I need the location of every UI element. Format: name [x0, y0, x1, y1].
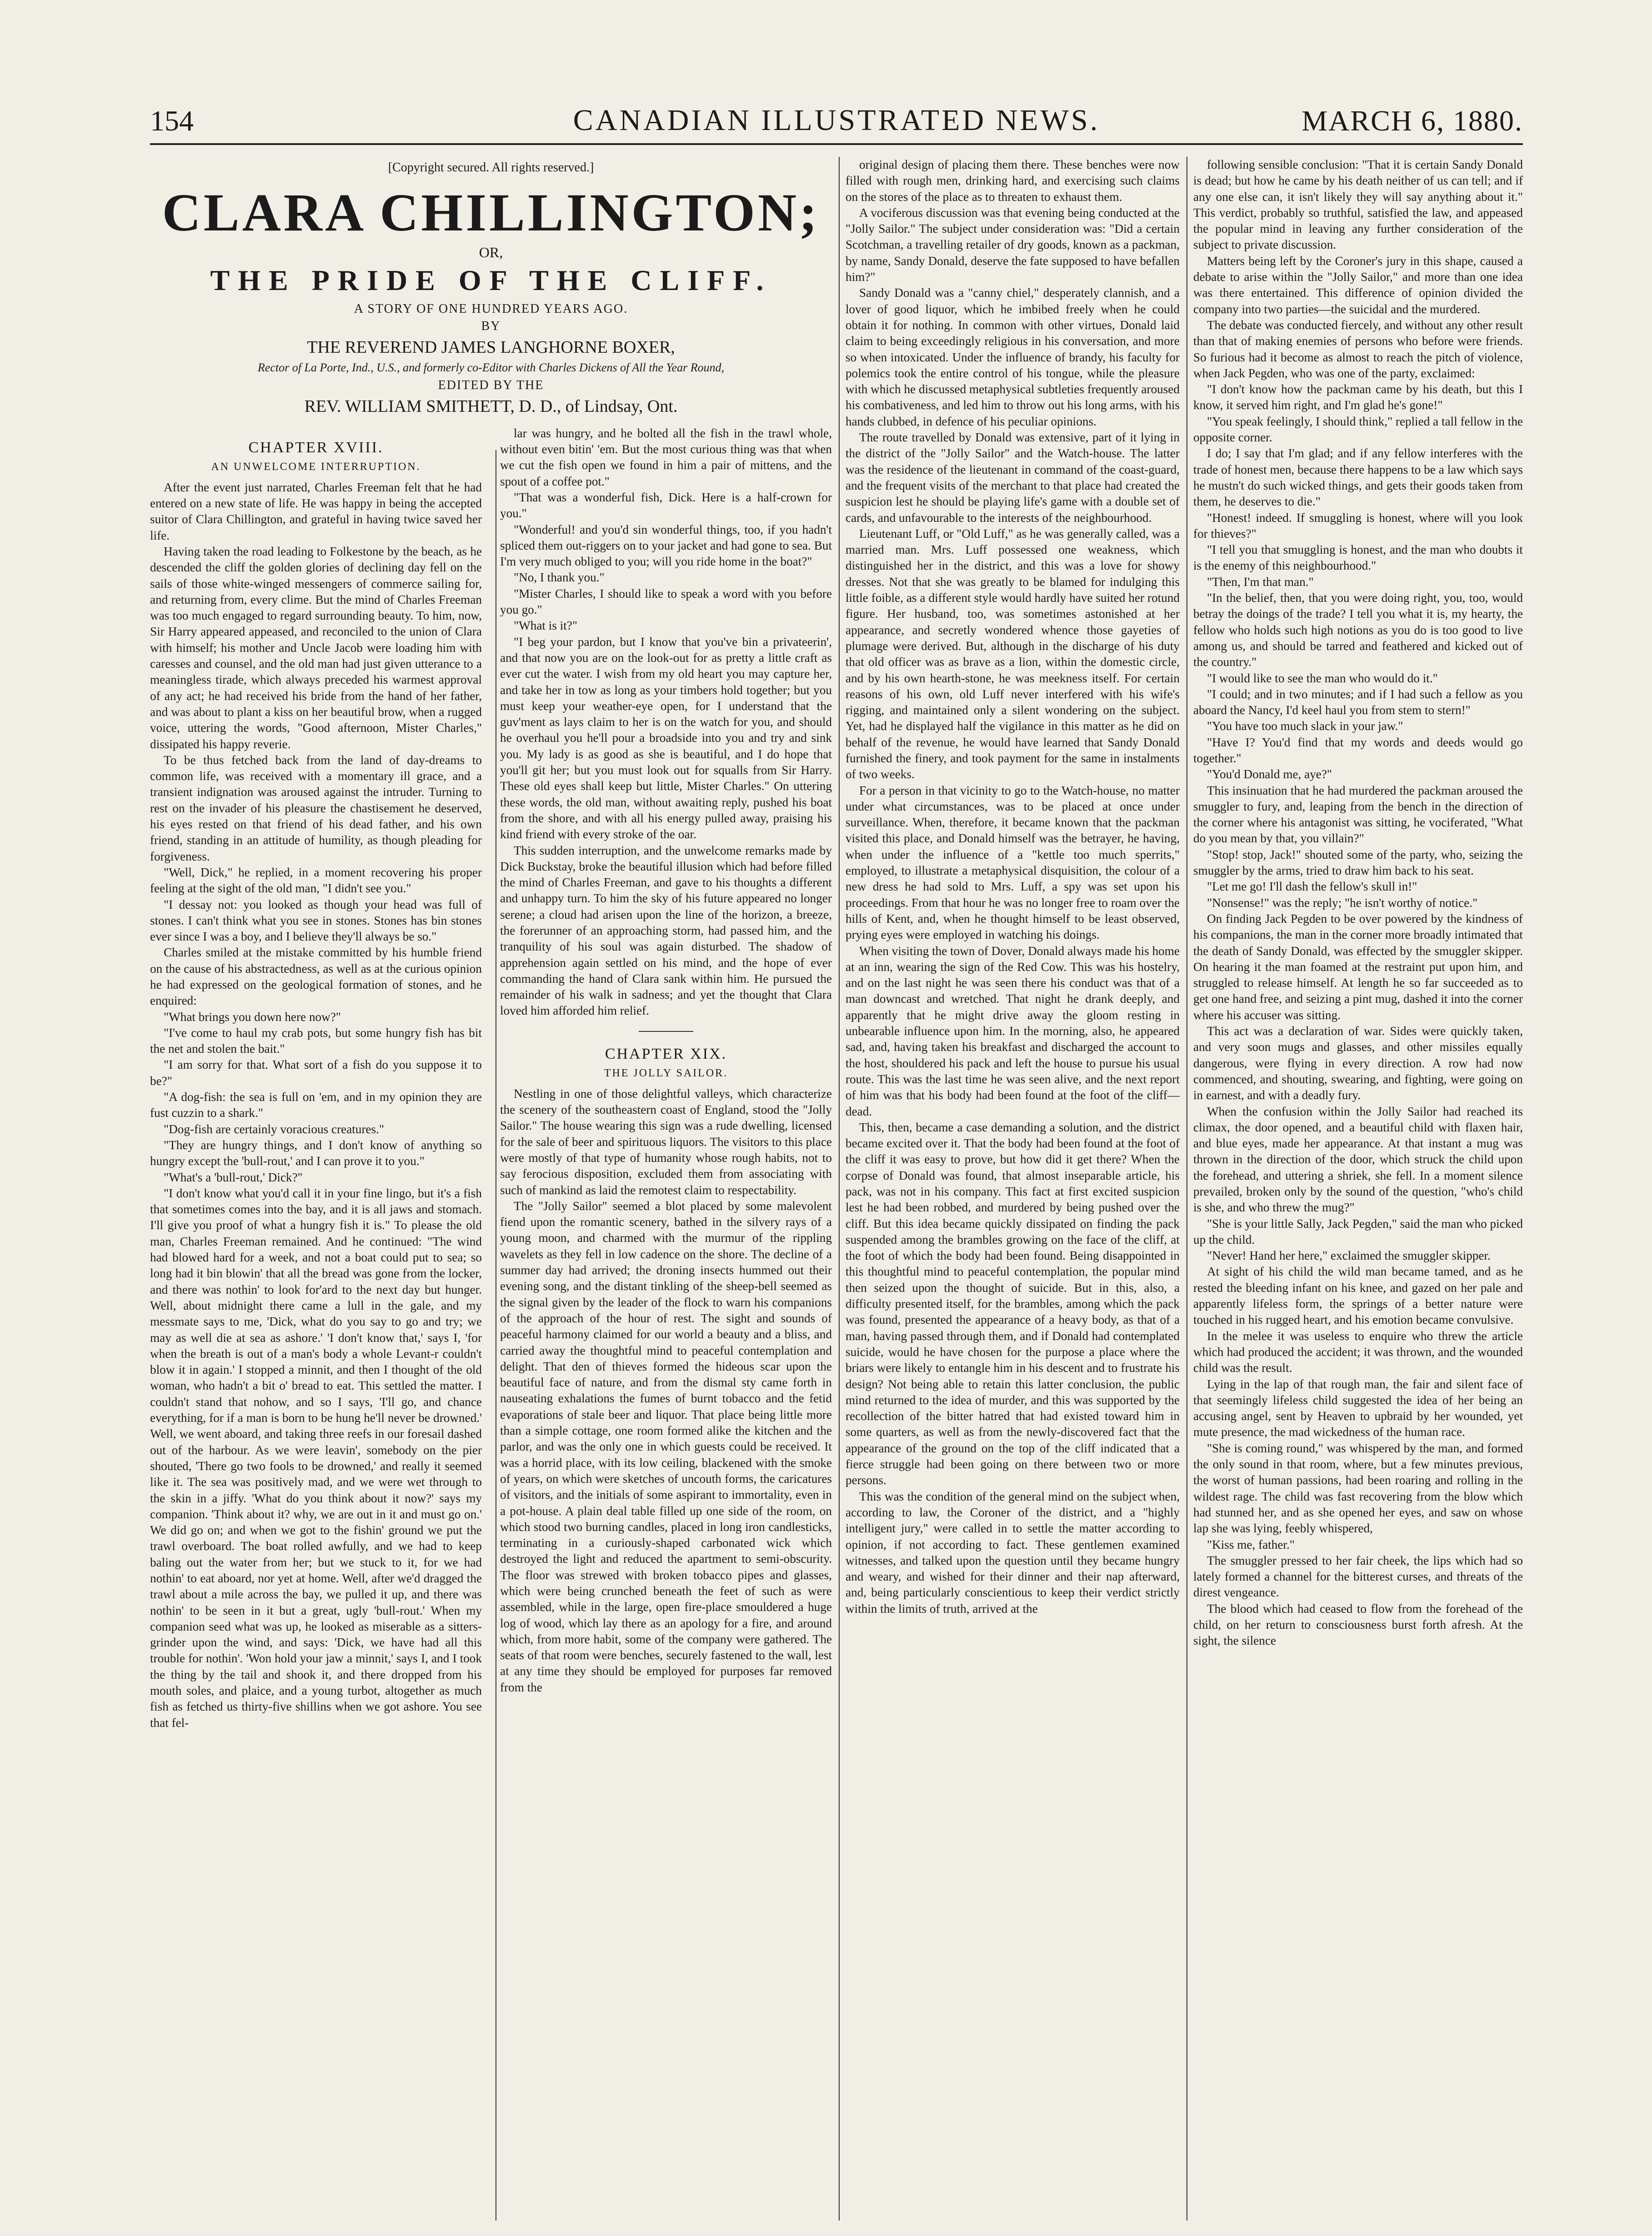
story-subtitle: THE PRIDE OF THE CLIFF. [210, 264, 772, 296]
paragraph: "You have too much slack in your jaw." [1207, 719, 1403, 733]
paragraph: "Nonsense!" was the reply; "he isn't worthy of notice." [1207, 895, 1478, 910]
paragraph: "Never! Hand her here," exclaimed the smuggler skipper. [1207, 1249, 1491, 1263]
chapter-heading: CHAPTER XVIII. [248, 439, 384, 456]
paragraph: "No, I thank you." [514, 570, 605, 585]
paragraph: This, then, became a case demanding a solution, and the district became excited over it. That the body had been found at the foot of the cliff it was easy to prove, but how did it get there? When the corpse of Donald was found, that almost inseparable article, his pack, was not in his company. This fact at first excited suspicion lest he had been robbed, and murdered by being pushed over the cliff. But this idea became quickly dissipated on finding the pack suspended among the brambles growing on the face of the cliff, at the foot of which the body had been found. Being disappointed in this thoughtful mind to peaceful contemplation, the popular mind then seized upon the thought of suicide. But in this, also, a difficulty presented itself, for the brambles, among which the pack was found, presented the appearance of a heavy body, as that of a man, having passed through them, and if Donald had contemplated suicide, would he have chosen for the purpose a place where the briars were likely to entangle him in his descent and to frustrate his design? Not being able to retain this latter conclusion, the public mind returned to the idea of murder, and this was supported by the recollection of the bitter hatred that had existed toward him in some quarters, as well as from the newly-discovered fact that the appearance of the ground on the top of the cliff indicated that a fierce struggle had been going on there between two or more persons. [846, 1120, 1180, 1487]
paragraph: To be thus fetched back from the land of day-dreams to common life, was received with a momentary ill grace, and a transient indignation was aroused against the intruder. Turning to rest on the invader of his pleasure the chastisement he deserved, his eyes rested on that friend of his dead father, and his own friend, standing in an attitude of humility, as though pleading for forgiveness. [150, 753, 482, 863]
masthead [150, 102, 1523, 145]
story-column [150, 157, 832, 2196]
paragraph: original design of placing them there. These benches were now filled with rough men, drinking hard, and exercising such claims on the stores of the place as to threaten to exhaust them. [846, 158, 1180, 204]
chapter-text [1193, 157, 1523, 1649]
text-column-2 [846, 157, 1180, 1617]
paragraph: The debate was conducted fiercely, and without any other result than that of making enemies of persons who before were friends. So furious had it become as almost to reach the pitch of violence, when Jack Pegden, who was one of the party, exclaimed: [1193, 318, 1523, 380]
paragraph: lar was hungry, and he bolted all the fish in the trawl whole, without even bitin' 'em. But the most curious thing was that when we cut the fish open we found in him a pair of mittens, and the spout of a coffee pot." [500, 426, 832, 488]
page-number: 154 [150, 105, 194, 137]
paragraph: "I don't know how the packman came by his death, but this I know, it served him right, and I'm glad he's gone!" [1193, 382, 1523, 412]
story-title: CLARA CHILLINGTON; [162, 183, 820, 242]
subcolumn-a [150, 425, 482, 1731]
paragraph: "Have I? You'd find that my words and deeds would go together." [1193, 735, 1523, 765]
paragraph: The "Jolly Sailor" seemed a blot placed by some malevolent fiend upon the romantic scenery, bathed in the silvery rays of a young moon, and charmed with the murmur of the rippling wavelets as they fell in low cadence on the shore. The decline of a summer day had arrived; the droning insects hummed out their evening song, and the distant tinkling of the sheep-bell seemed as the signal given by the leader of the flock to warn his companions of the approach of the hour of rest. The sight and sounds of peaceful harmony claimed for our world a beauty and a bliss, and carried away the thoughtful mind to peaceful contemplation and delight. That den of thieves formed the hideous scar upon the beautiful face of nature, and from the dismal sty came forth in nauseating exhalations the fumes of burnt tobacco and the fetid evaporations of stale beer and liquor. That place being little more than a simple cottage, one room formed alike the kitchen and the parlor, and was the only one in which guests could be received. It was a horrid place, with its low ceiling, blackened with the smoke of years, on which were sketches of uncouth forms, the caricatures of visitors, and the initials of some aspirant to immortality, even in a pot-house. A plain deal table filled up one side of the room, on which stood two burning candles, placed in long iron candlesticks, terminating in a curiously-shaped carbonated wick which destroyed the light and reduced the apartment to semi-obscurity. The floor was strewed with broken tobacco pipes and glasses, which were being crunched beneath the feet of such as were assembled, while in the large, open fire-place smouldered a huge log of wood, which lay there as an apology for a fire, and around which, from more habit, some of the company were gathered. The seats of that room were benches, securely fastened to the wall, lest at any time they should be employed for purposes far removed from the [500, 1199, 832, 1694]
paragraph: "Honest! indeed. If smuggling is honest, where will you look for thieves?" [1193, 510, 1523, 540]
paragraph: On finding Jack Pegden to be over powered by the kindness of his companions, the man in the corner more broadly intimated that the death of Sandy Donald, was effected by the smuggler skipper. On hearing it the man foamed at the restraint put upon him, and struggled to release himself. At length he so far succeeded as to get one hand free, and seizing a pint mug, dashed it into the corner where his accuser was sitting. [1193, 911, 1523, 1022]
paragraph: "I don't know what you'd call it in your fine lingo, but it's a fish that sometimes comes into the bay, and it is all jaws and stomach. I'll give you proof of what a hungry fish it is." To please the old man, Charles Freeman remained. And he continued: "The wind had blowed hard for a week, and not a boat could put to sea; so long had it bin blowin' that all the bread was gone from the locker, and there was nothin' to look for'ard to the next day but hunger. Well, about midnight there came a lull in the gale, and my messmate says to me, 'Dick, what do you say to go and try; we may as well die at sea as ashore.' 'I don't know that,' says I, 'for when the breath is out of a man's body a whole Levant-r couldn't blow it in again.' I stopped a minnit, and then I thought of the old woman, who hadn't a bit o' bread to eat. This settled the matter. I couldn't stand that nohow, and so I says, 'I'll go, and chance everything, for if a man is born to be hung he'll never be drowned.' Well, we went aboard, and taking three reefs in our foresail dashed out of the harbour. As we were leavin', somebody on the pier shouted, 'There go two fools to be drowned,' and really it seemed like it. The sea was positively mad, and we were wet through to the skin in a jiffy. 'What do you think about it now?' says my companion. 'Think about it? why, we are out in it and must go on.' We did go on; and when we got to the fishin' ground we put the trawl overboard. The boat rolled awfully, and we had to keep baling out the water from her; but we stuck to it, for we had nothin' to eat aboard, nor yet at home. Well, after we'd dragged the trawl about a mile across the bay, we pulled it up, and there was nothin' to be seen in it but a great, ugly 'bull-rout.' When my companion seed what was up, he looked as miserable as a sitters-grinder upon the wind, and says: 'Dick, we have had all this trouble for nothin'. 'Won hold your jaw a minnit,' says I, and I took the thing by the tail and shook it, and there dropped from his mouth soles, and plaice, and a young turbot, altogether as much fish as fetched us thirty-five shillins when we got ashore. You see that fel- [150, 1186, 482, 1730]
paragraph: "What brings you down here now?" [164, 1010, 341, 1024]
issue-date: MARCH 6, 1880. [1302, 105, 1523, 137]
paragraph: "I've come to haul my crab pots, but some hungry fish has bit the net and stolen the bait." [150, 1025, 482, 1056]
story-by: BY [481, 319, 501, 333]
story-or: OR, [479, 244, 503, 260]
paragraph: "Dog-fish are certainly voracious creatures." [164, 1122, 384, 1136]
story-editor: REV. WILLIAM SMITHETT, D. D., of Lindsay, Ont. [304, 396, 678, 416]
paragraph: "I would like to see the man who would do it." [1207, 671, 1438, 685]
edited-by: EDITED BY THE [438, 378, 544, 392]
paragraph: Sandy Donald was a "canny chiel," desperately clannish, and a lover of good liquor, which he imbibed freely when he could obtain it for nothing. In common with other virtues, Donald laid claim to being exceedingly religious in his conversation, and more so when intoxicated. Under the influence of brandy, his faculty for polemics took the entire control of his tongue, while the pleasure with which he discussed metaphysical subtleties frequently aroused his combativeness, and led him to throw out his long arms, with his hands clubbed, in defence of his peculiar opinions. [846, 286, 1180, 428]
paragraph: The blood which had ceased to flow from the forehead of the child, on her return to consciousness burst forth afresh. At the sight, the silence [1193, 1601, 1523, 1648]
paragraph: This was the condition of the general mind on the subject when, according to law, the Coroner of the district, and a "highly intelligent jury," were called in to settle the matter according to opinion, if not according to fact. These gentlemen examined witnesses, and talked upon the question until they became hungry and weary, and wished for their dinner and their nap afterward, and, being particularly conscientious to keep their verdict strictly within the limits of truth, arrived at the [846, 1489, 1180, 1616]
paragraph: I do; I say that I'm glad; and if any fellow interferes with the trade of honest men, because there happens to be a law which says he mustn't do such wicked things, and gets their goods taken from them, he deserves to die." [1193, 446, 1523, 509]
paragraph: "Mister Charles, I should like to speak a word with you before you go." [500, 586, 832, 617]
paragraph: "Stop! stop, Jack!" shouted some of the party, who, seizing the smuggler by the arms, tried to draw him back to his seat. [1193, 847, 1523, 878]
paragraph: This insinuation that he had murdered the packman aroused the smuggler to fury, and, leaping from the bench in the direction of the corner where his antagonist was sitting, he vociferated, "What do you mean by that, you villain?" [1193, 783, 1523, 845]
paragraph: "I am sorry for that. What sort of a fish do you suppose it to be?" [150, 1058, 482, 1088]
paragraph: At sight of his child the wild man became tamed, and as he rested the bleeding infant on his knee, and gazed on her pale and apparently lifeless form, the springs of a better nature were touched in his rugged heart, and his emotion became convulsive. [1193, 1265, 1523, 1327]
chapter-heading: CHAPTER XIX. [605, 1045, 727, 1062]
paragraph: "You'd Donald me, aye?" [1207, 767, 1332, 781]
paragraph: "I beg your pardon, but I know that you've bin a privateerin', and that now you are on the look-out for as pretty a little craft as ever cut the water. I wish from my old heart you may capture her, and take her in tow as long as your timbers hold together; but you must keep your weather-eye open, for I understand that the guv'ment as lays claim to her is on the watch for you, and should he overhaul you he'll pour a broadside into you and try and sink you. My lady is as good as she is beautiful, and I do hope that you'll git her; but you must look out for squalls from Sir Harry. These old eyes shall keep but little, Mister Charles." On uttering these words, the old man, without awaiting reply, pushed his boat from the shore, and with all his energy pulled away, praising his kind friend with every stroke of the oar. [500, 635, 832, 841]
paragraph: A vociferous discussion was that evening being conducted at the "Jolly Sailor." The subject under consideration was: "Did a certain Scotchman, a travelling retailer of dry goods, known as a packman, by name, Sandy Donald, deserve the fate supposed to have befallen him?" [846, 205, 1180, 284]
paragraph: When the confusion within the Jolly Sailor had reached its climax, the door opened, and a beautiful child with flaxen hair, and blue eyes, made her appearance. At that instant a mug was thrown in the direction of the door, which struck the child upon the forehead, and uttering a shriek, she fell. In a moment silence prevailed, broken only by the sound of the question, "who's child is she, and who threw the mug?" [1193, 1104, 1523, 1215]
paragraph: "Kiss me, father." [1207, 1537, 1295, 1551]
text-column-3 [1193, 157, 1523, 1649]
paragraph: In the melee it was useless to enquire who threw the article which had produced the accident; it was thrown, and the wounded child was the result. [1193, 1329, 1523, 1375]
paragraph: "Let me go! I'll dash the fellow's skull in!" [1207, 880, 1417, 894]
paragraph: This sudden interruption, and the unwelcome remarks made by Dick Buckstay, broke the beautiful illusion which had before filled the mind of Charles Freeman, and gave to his thoughts a different and unhappy turn. To him the sky of his future appeared no longer serene; a cloud had arisen upon the line of the horizon, a breeze, the forerunner of an approaching storm, had passed him, and the tranquility of his soul was again disturbed. The shadow of apprehension again settled on his mind, and the hope of ever commanding the hand of Clara sank within him. He pursued the remainder of his walk in sadness; and yet the thought that Clara loved him afforded him relief. [500, 843, 832, 1018]
paragraph: Having taken the road leading to Folkestone by the beach, as he descended the cliff the golden glories of declining day fell on the sails of those white-winged messengers of commerce sailing for, and returning from, every clime. But the mind of Charles Freeman was too much engaged to regard surrounding beauty. To him, now, Sir Harry appeared appeased, and reconciled to the union of Clara with himself; his mother and Uncle Jacob were loading him with caresses and counsel, and the old man had just given utterance to a meaningless tirade, which always preceded his warmest approval of any act; he had received his bride from the hand of her father, and was about to plant a kiss on her beautiful brow, when a rugged voice, uttering the words, "Good afternoon, Mister Charles," dissipated his happy reverie. [150, 544, 482, 751]
paragraph: "I could; and in two minutes; and if I had such a fellow as you aboard the Nancy, I'd keel haul you from stem to stern!" [1193, 687, 1523, 717]
story-tagline: A STORY OF ONE HUNDRED YEARS AGO. [354, 301, 628, 316]
paragraph: Matters being left by the Coroner's jury in this shape, caused a debate to arise within the "Jolly Sailor," and more than one idea was there entertained. This difference of opinion divided the company into two parties—the suicidal and the murdered. [1193, 254, 1523, 316]
paragraph: "Wonderful! and you'd sin wonderful things, too, if you hadn't spliced them out-riggers on to your jacket and had gone to sea. But I'm very much obliged to you; will you ride home in the boat?" [500, 522, 832, 569]
copyright-notice: [Copyright secured. All rights reserved.] [388, 160, 594, 175]
paragraph: For a person in that vicinity to go to the Watch-house, no matter under what circumstances, was to be placed at once under surveillance. When, therefore, it became known that the packman visited this place, and Donald himself was the betrayer, he having, when under the influence of a "kettle too much sperrits," employed, to illustrate a metaphysical disquisition, the colour of a new dress he had sold to Mrs. Luff, a spy was set upon his proceedings. From that hour he was no longer free to roam over the hills of Kent, and, when he thought himself to be least observed, prying eyes were employed in watching his doings. [846, 783, 1180, 942]
paragraph: "I dessay not: you looked as though your head was full of stones. I can't think what you see in stones. Stones has bin stones ever since I was a boy, and I believe they'll always be so." [150, 897, 482, 944]
paragraph: "A dog-fish: the sea is full on 'em, and in my opinion they are fust cuzzin to a shark." [150, 1090, 482, 1120]
paragraph: Lying in the lap of that rough man, the fair and silent face of that seemingly lifeless child suggested the idea of her being an accusing angel, sent by Heaven to upbraid by her wounded, yet mute presence, the mad wickedness of the human race. [1193, 1377, 1523, 1439]
paragraph: Charles smiled at the mistake committed by his humble friend on the cause of his abstractedness, as well as at the curious opinion he had expressed on the geological formation of stones, and he enquired: [150, 945, 482, 1008]
paragraph: After the event just narrated, Charles Freeman felt that he had entered on a new state of life. He was happy in being the accepted suitor of Clara Chillington, and grateful in having twice saved her life. [150, 480, 482, 542]
column-divider [1186, 157, 1187, 2221]
chapter-text [500, 425, 832, 1019]
subcolumn-b [500, 425, 832, 1696]
story-author: THE REVEREND JAMES LANGHORNE BOXER, [307, 337, 675, 357]
paragraph: "What is it?" [514, 619, 577, 633]
chapter-rule [639, 1031, 693, 1032]
paragraph: "That was a wonderful fish, Dick. Here is a half-crown for you." [500, 490, 832, 520]
paragraph: "I tell you that smuggling is honest, and the man who doubts it is the enemy of this neighbourhood." [1193, 543, 1523, 573]
paragraph: following sensible conclusion: "That it is certain Sandy Donald is dead; but how he came by his death neither of us can tell; and if any one else can, it isn't likely they will say anything about it." This verdict, probably so truthful, satisfied the law, and appeased the popular mind in leaving any further consideration of the subject to private discussion. [1193, 158, 1523, 252]
paragraph: The route travelled by Donald was extensive, part of it lying in the district of the "Jolly Sailor" and the Watch-house. The latter was the residence of the lieutenant in command of the coast-guard, and the frequent visits of the merchant to that place had created the suspicion lest he should be playing life's game with a double set of cards, and unfavourable to the interests of the neighbourhood. [846, 430, 1180, 525]
paragraph: The smuggler pressed to her fair cheek, the lips which had so lately formed a channel for the bitterest curses, and threats of the direst vengeance. [1193, 1553, 1523, 1600]
paragraph: "What's a 'bull-rout,' Dick?" [164, 1170, 303, 1184]
paragraph: "Well, Dick," he replied, in a moment recovering his proper feeling at the sight of the old man, "I didn't see you." [150, 865, 482, 895]
paragraph: "You speak feelingly, I should think," replied a tall fellow in the opposite corner. [1193, 414, 1523, 445]
paragraph: "They are hungry things, and I don't know of anything so hungry except the 'bull-rout,' and I can prove it to you." [150, 1138, 482, 1168]
column-divider [839, 157, 840, 2221]
paragraph: When visiting the town of Dover, Donald always made his home at an inn, wearing the sign of the Red Cow. This was his hostelry, and on the last night he was seen there his conduct was that of a man downcast and wretched. That night he drank deeply, and apparently that he might drive away the gloom resting in unbearable influence upon him. In the morning, also, he appeared sad, and, having taken his breakfast and discharged the account to the host, shouldered his pack and left the house to pursue his usual route. This was the last time he was seen alive, and the next report of him was that his body had been found at the foot of the cliff—dead. [846, 944, 1180, 1118]
chapter-text [846, 157, 1180, 1617]
paragraph: "She is your little Sally, Jack Pegden," said the man who picked up the child. [1193, 1216, 1523, 1246]
chapter-subheading: AN UNWELCOME INTERRUPTION. [211, 460, 421, 473]
paragraph: "Then, I'm that man." [1207, 575, 1314, 589]
paragraph: Nestling in one of those delightful valleys, which characterize the scenery of the southeastern coast of England, stood the "Jolly Sailor." The house wearing this sign was a rude dwelling, licensed for the sale of beer and spirituous liquors. The visitors to this place were mostly of that type of humanity whose rough habits, not to say ferocious disposition, excluded them from associating with such of mankind as laid the remotest claim to respectability. [500, 1086, 832, 1197]
paragraph: Lieutenant Luff, or "Old Luff," as he was generally called, was a married man. Mrs. Luff possessed one weakness, which distinguished her in the district, and this was a love for showy dresses. Not that she was greatly to be blamed for indulging this little foible, as a different style would hardly have suited her rotund figure. Her husband, too, was sometimes astonished at her appearance, and secretly wondered whence those gayeties of plumage were derived. But, although in the discharge of his duty that old officer was as brave as a lion, within the domestic circle, and by his own hearth-stone, he was meekness itself. For certain reasons of his own, old Luff never interfered with his wife's rigging, and maintained only a silent wondering on the subject. Yet, had he displayed half the vigilance in this matter as he did on behalf of the revenue, he would have learned that Sandy Donald furnished the finery, and took payment for the same in instalments of two weeks. [846, 526, 1180, 781]
chapter-text [150, 480, 482, 1731]
story-subcolumns [150, 425, 832, 2196]
story-header [150, 160, 832, 416]
paragraph: This act was a declaration of war. Sides were quickly taken, and very soon mugs and glasses, and other missiles equally dangerous, were flying in every direction. A row had now commenced, and shouting, swearing, and fighting, were going on in earnest, and with a deadly fury. [1193, 1024, 1523, 1102]
author-byline: Rector of La Porte, Ind., U.S., and formerly co-Editor with Charles Dickens of All the Year Round, [257, 360, 725, 374]
chapter-subheading: THE JOLLY SAILOR. [604, 1067, 728, 1079]
chapter-text [500, 1086, 832, 1696]
paragraph: "She is coming round," was whispered by the man, and formed the only sound in that room, where, but a few minutes previous, the worst of human passions, had been roaring and rolling in the wildest rage. The child was fast recovering from the blow which had stunned her, and as she opened her eyes, and saw on whose lap she was lying, feebly whispered, [1193, 1441, 1523, 1536]
newspaper-title: CANADIAN ILLUSTRATED NEWS. [573, 104, 1100, 137]
paragraph: "In the belief, then, that you were doing right, you, too, would betray the doings of the trade? I tell you what it is, my hearty, the fellow who holds such high notions as you do is too good to live among us, and should be tarred and feathered and kicked out of the country." [1193, 591, 1523, 669]
